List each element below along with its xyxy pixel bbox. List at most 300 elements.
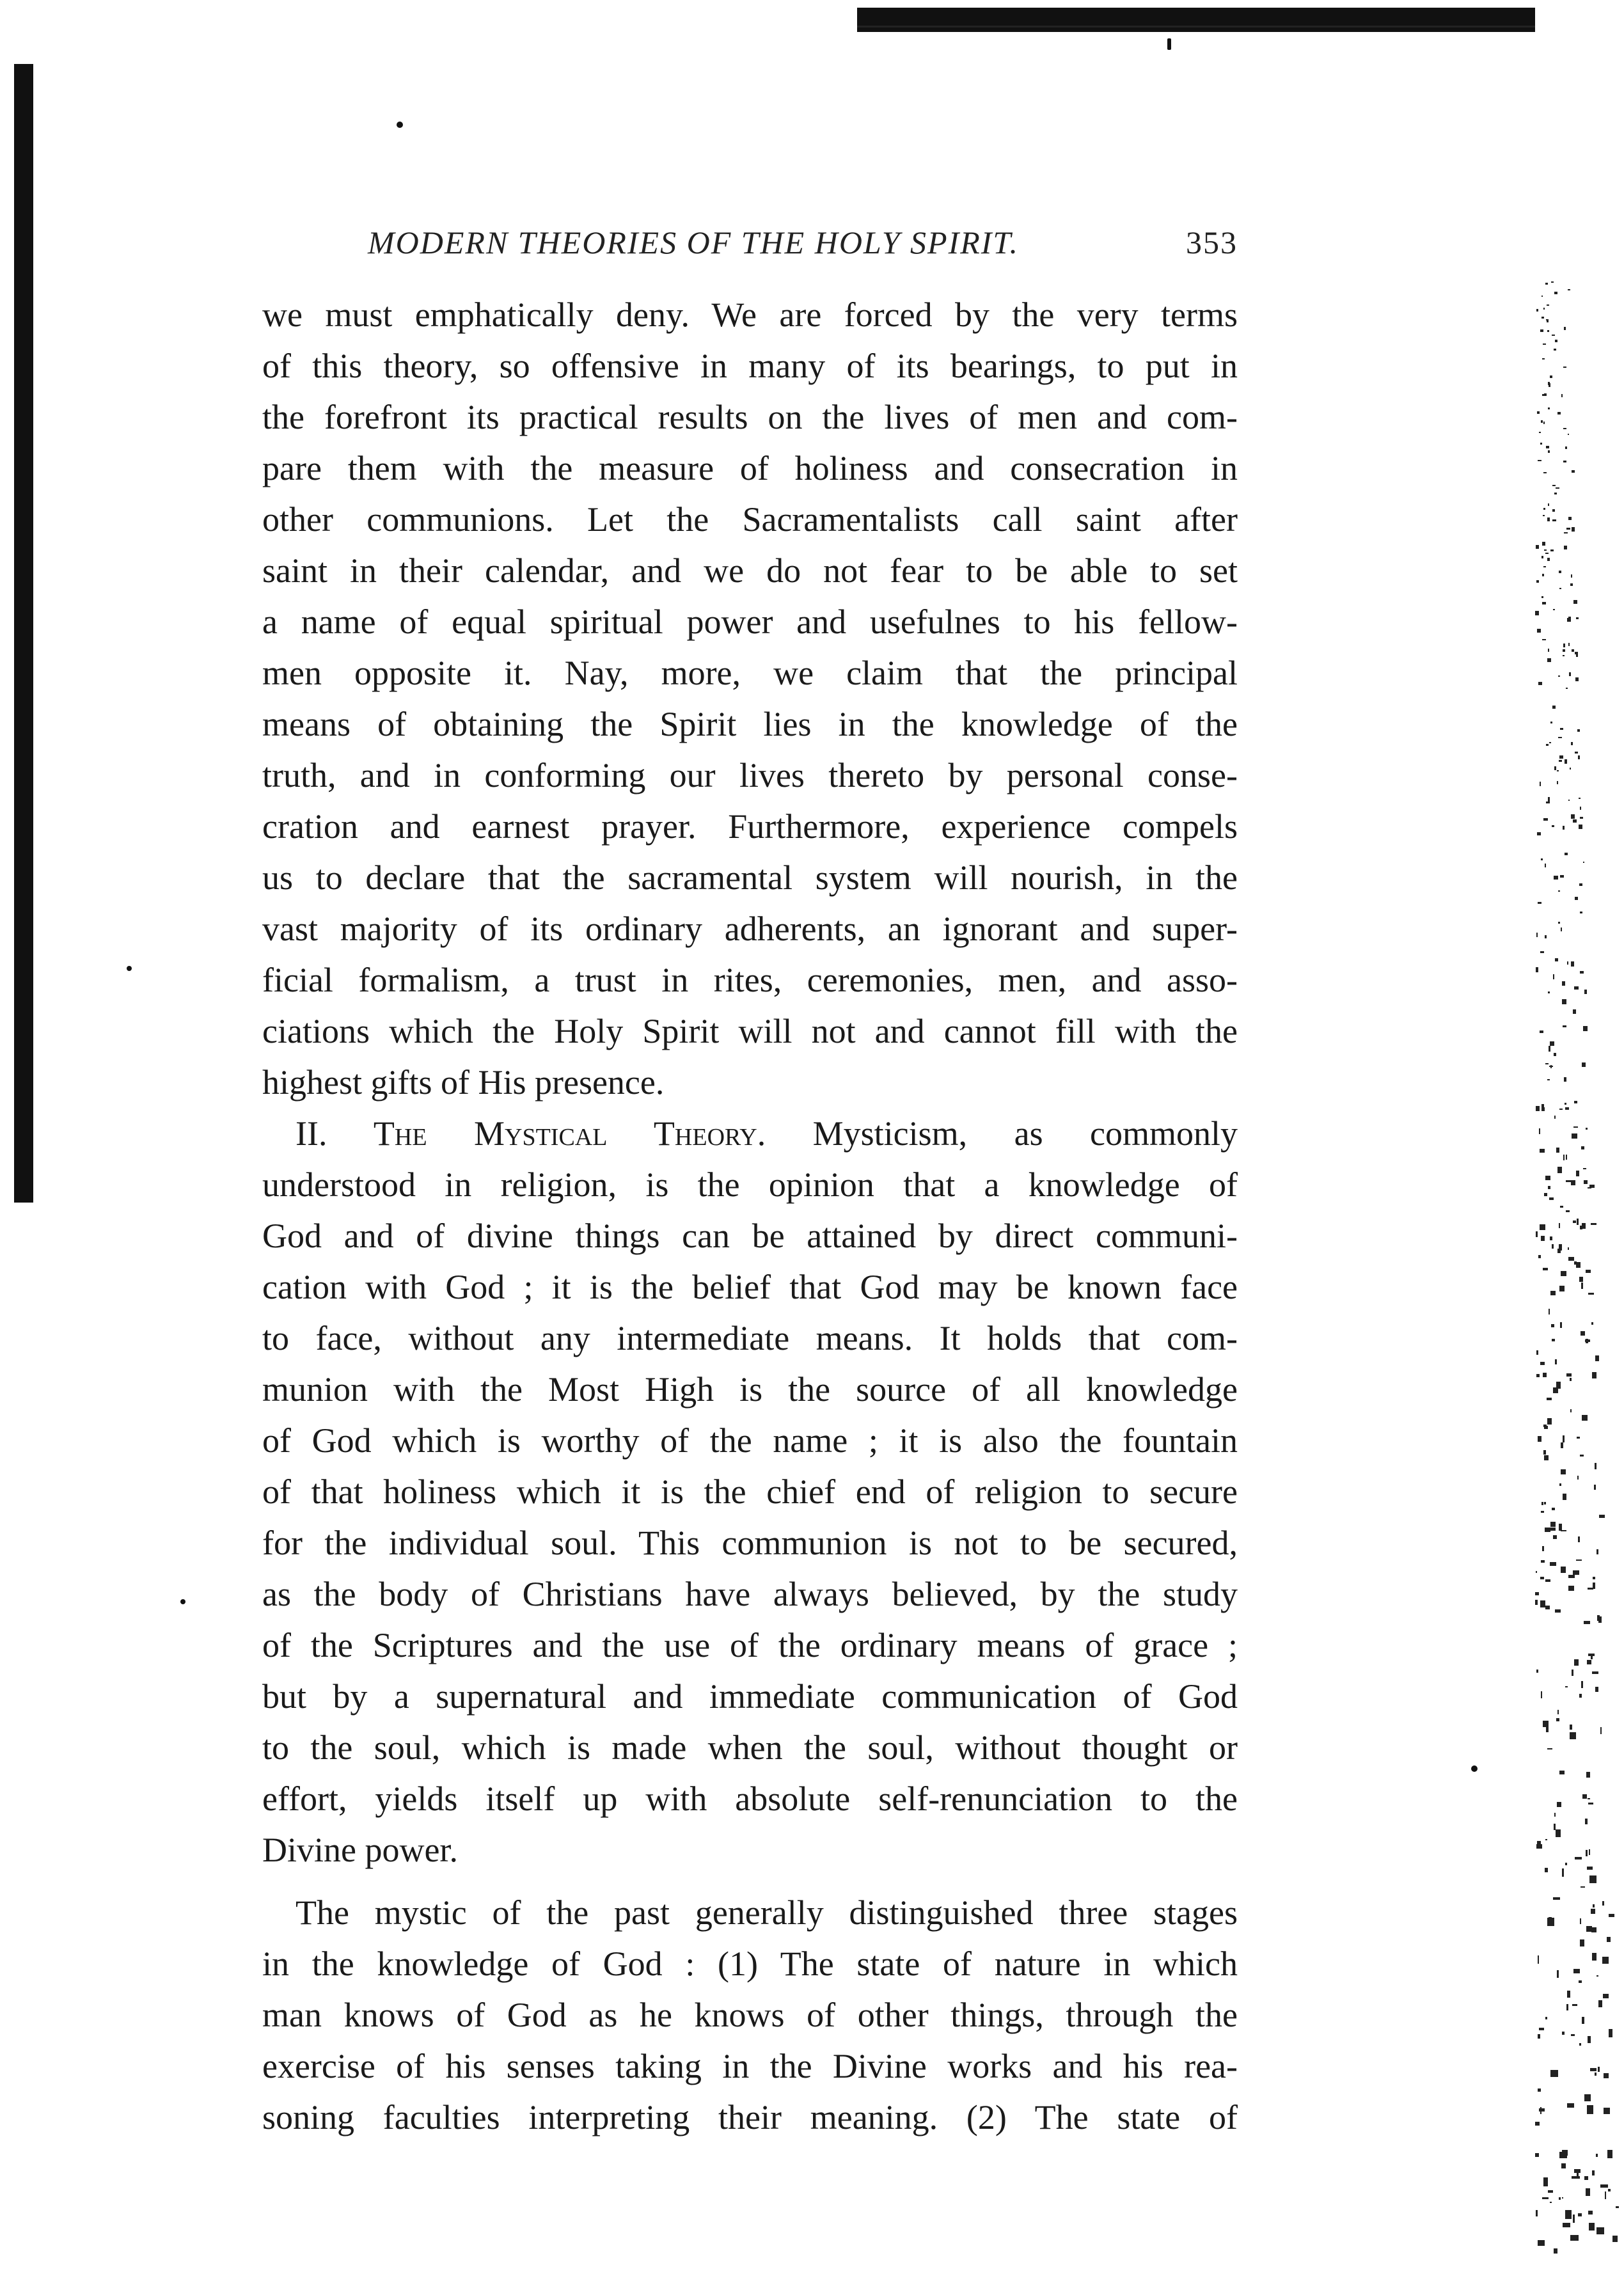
noise-speck <box>1539 1128 1541 1134</box>
page-body <box>262 289 1238 2143</box>
noise-speck <box>1583 1168 1586 1170</box>
noise-speck <box>1555 958 1558 961</box>
noise-speck <box>1562 999 1566 1004</box>
noise-speck <box>1536 580 1539 583</box>
noise-speck <box>1568 643 1570 645</box>
noise-speck <box>1575 897 1578 900</box>
noise-speck <box>1540 1030 1543 1033</box>
noise-speck <box>1547 320 1548 322</box>
noise-speck <box>1586 1128 1588 1130</box>
noise-speck <box>1549 1197 1554 1200</box>
noise-speck <box>1559 2197 1561 2200</box>
noise-speck <box>1547 304 1549 306</box>
noise-speck <box>1563 1435 1565 1442</box>
noise-speck <box>1605 2191 1606 2200</box>
noise-speck <box>1565 2210 1572 2219</box>
noise-speck <box>1586 1270 1591 1273</box>
noise-speck <box>1575 677 1579 681</box>
paragraph-2 <box>262 1159 1238 1875</box>
noise-speck <box>1567 961 1569 965</box>
noise-speck <box>1540 782 1541 786</box>
noise-speck <box>1581 1331 1585 1335</box>
noise-speck <box>1588 1187 1591 1189</box>
text-line: vast majority of its ordinary adherents, an ignorant and super- <box>262 910 1238 948</box>
noise-speck <box>1555 1359 1557 1365</box>
noise-speck <box>1544 1502 1545 1504</box>
noise-speck <box>1561 394 1563 397</box>
noise-speck <box>1582 2017 1584 2024</box>
text-line: saint in their calendar, and we do not fear to be able to set <box>262 551 1238 590</box>
text-line: to face, without any intermediate means. It holds that com- <box>262 1319 1238 1357</box>
noise-speck <box>1543 422 1545 424</box>
noise-speck <box>1577 1476 1579 1479</box>
text-line: highest gifts of His presence. <box>262 1063 665 1101</box>
noise-speck <box>1556 1718 1559 1721</box>
noise-speck <box>1561 1530 1566 1532</box>
noise-speck <box>1545 283 1548 285</box>
noise-speck <box>1571 742 1573 745</box>
noise-speck <box>1589 1849 1590 1855</box>
noise-speck <box>1549 1046 1551 1051</box>
noise-speck <box>1541 1560 1545 1563</box>
noise-speck <box>1536 1571 1537 1574</box>
noise-speck <box>1573 1220 1577 1222</box>
noise-speck <box>1551 281 1553 283</box>
noise-speck <box>1575 652 1578 654</box>
noise-speck <box>1543 2177 1548 2186</box>
noise-speck <box>1575 752 1577 754</box>
noise-speck <box>1586 1772 1589 1778</box>
noise-speck <box>1563 461 1566 462</box>
noise-speck <box>1596 2154 1598 2158</box>
noise-speck <box>1600 1727 1602 1734</box>
noise-speck <box>1609 1914 1614 1916</box>
noise-speck <box>1547 1418 1552 1425</box>
noise-speck <box>1541 858 1543 860</box>
noise-speck <box>1568 1247 1570 1250</box>
noise-speck <box>1579 2043 1581 2046</box>
noise-speck <box>1565 1103 1567 1105</box>
noise-speck <box>1563 367 1566 368</box>
noise-speck <box>1548 991 1550 993</box>
noise-speck <box>1586 1850 1588 1856</box>
scan-speck <box>127 966 132 971</box>
noise-speck <box>1552 519 1556 521</box>
noise-speck <box>1616 2206 1619 2208</box>
noise-speck <box>1595 1687 1598 1693</box>
text-line: truth, and in conforming our lives thereto by personal conse- <box>262 756 1238 794</box>
noise-speck <box>1602 1901 1604 1906</box>
noise-speck <box>1563 649 1565 652</box>
text-line: the forefront its practical results on the lives of men and com- <box>262 398 1238 436</box>
noise-speck <box>1536 1844 1542 1848</box>
noise-speck <box>1555 340 1557 342</box>
noise-speck <box>1577 729 1580 732</box>
noise-speck <box>1543 566 1546 568</box>
noise-speck <box>1592 1372 1596 1378</box>
noise-speck <box>1552 825 1554 827</box>
noise-speck <box>1559 755 1563 759</box>
noise-speck <box>1591 1223 1596 1225</box>
noise-speck <box>1563 644 1565 647</box>
noise-speck <box>1572 649 1574 652</box>
top-border-rule <box>857 8 1535 32</box>
noise-speck <box>1598 2000 1602 2007</box>
noise-speck <box>1589 2223 1595 2231</box>
noise-speck <box>1543 1373 1547 1377</box>
noise-speck <box>1579 883 1582 886</box>
text-line: cation with God ; it is the belief that God may be known face <box>262 1268 1238 1306</box>
noise-speck <box>1542 574 1544 576</box>
noise-speck <box>1566 1373 1572 1377</box>
noise-speck <box>1561 1567 1566 1572</box>
noise-speck <box>1579 1694 1582 1698</box>
noise-speck <box>1565 1863 1567 1865</box>
noise-speck <box>1563 428 1566 429</box>
noise-speck <box>1587 1867 1592 1870</box>
text-line: us to declare that the sacramental system will nourish, in the <box>262 858 1238 897</box>
noise-speck <box>1537 411 1539 414</box>
noise-speck <box>1550 1041 1554 1046</box>
noise-speck <box>1535 611 1539 615</box>
noise-speck <box>1559 1223 1560 1228</box>
noise-speck <box>1540 1149 1545 1153</box>
noise-speck <box>1598 2067 1600 2072</box>
noise-speck <box>1568 800 1570 801</box>
noise-speck <box>1572 2176 1580 2179</box>
noise-speck <box>1536 967 1538 972</box>
noise-speck <box>1550 2202 1552 2203</box>
noise-speck <box>1592 1671 1598 1675</box>
noise-speck <box>1585 1819 1588 1825</box>
noise-speck <box>1583 862 1584 863</box>
noise-speck <box>1592 1953 1597 1961</box>
noise-speck <box>1568 1257 1574 1261</box>
noise-speck <box>1570 1725 1572 1730</box>
text-line: of this theory, so offensive in many of its bearings, to put in <box>262 347 1238 385</box>
noise-speck <box>1587 2105 1593 2114</box>
noise-speck <box>1550 375 1552 378</box>
noise-speck <box>1560 1206 1563 1208</box>
noise-speck <box>1554 1824 1556 1830</box>
noise-speck <box>1576 1262 1581 1268</box>
paragraph-1 <box>262 289 1238 1108</box>
noise-speck <box>1593 1904 1594 1907</box>
noise-speck <box>1561 928 1562 931</box>
noise-speck <box>1547 1918 1554 1926</box>
noise-speck <box>1545 864 1546 867</box>
noise-speck <box>1557 412 1561 415</box>
noise-speck <box>1566 688 1568 689</box>
text-line: of the Scriptures and the use of the ordinary means of grace ; <box>262 1626 1238 1664</box>
noise-speck <box>1588 1803 1593 1804</box>
running-header <box>368 224 1238 275</box>
noise-speck <box>1542 394 1544 396</box>
noise-speck <box>1545 1868 1548 1872</box>
noise-speck <box>1540 329 1543 332</box>
noise-speck <box>1537 629 1541 633</box>
noise-speck <box>1553 609 1555 610</box>
top-border-rule-thin <box>857 26 1535 28</box>
noise-speck <box>1566 2004 1568 2011</box>
noise-speck <box>1607 1937 1611 1942</box>
noise-speck <box>1578 755 1580 759</box>
noise-speck <box>1538 460 1541 461</box>
noise-speck <box>1559 571 1561 573</box>
noise-speck <box>1539 2028 1545 2030</box>
noise-speck <box>1552 509 1555 512</box>
noise-speck <box>1541 1502 1543 1505</box>
noise-speck <box>1558 922 1560 923</box>
noise-speck <box>1554 766 1556 770</box>
noise-speck <box>1543 515 1545 516</box>
noise-speck <box>1571 2034 1575 2036</box>
noise-speck <box>1572 470 1575 473</box>
noise-speck <box>1541 1511 1544 1513</box>
noise-speck <box>1541 1104 1544 1108</box>
noise-speck <box>1580 1918 1581 1924</box>
noise-speck <box>1567 618 1570 621</box>
noise-speck <box>1550 2070 1558 2077</box>
noise-speck <box>1552 1339 1555 1341</box>
noise-speck <box>1547 1079 1550 1080</box>
noise-speck <box>1583 1026 1588 1031</box>
noise-speck <box>1548 407 1550 409</box>
noise-speck <box>1586 2188 1590 2195</box>
noise-speck <box>1552 706 1556 709</box>
noise-speck <box>1584 2176 1588 2180</box>
noise-speck <box>1540 1224 1545 1230</box>
noise-speck <box>1562 2032 1565 2035</box>
noise-speck <box>1591 1322 1593 1325</box>
noise-speck <box>1535 2122 1539 2126</box>
noise-speck <box>1595 1355 1600 1361</box>
noise-speck <box>1548 450 1550 454</box>
noise-speck <box>1580 1279 1582 1282</box>
noise-speck <box>1550 1528 1556 1531</box>
noise-speck <box>1566 1210 1570 1212</box>
scan-speck <box>1167 38 1171 50</box>
noise-speck <box>1550 1236 1553 1240</box>
noise-speck <box>1536 1231 1538 1236</box>
noise-speck <box>1588 1293 1594 1294</box>
noise-speck <box>1547 558 1550 561</box>
noise-speck <box>1543 308 1545 310</box>
noise-speck <box>1580 1939 1584 1946</box>
section-heading-rest: Mysticism, as commonly <box>812 1114 1238 1153</box>
noise-speck <box>1554 876 1558 880</box>
text-line: of God which is worthy of the name ; it is also the fountain <box>262 1421 1238 1460</box>
noise-speck <box>1557 1249 1561 1253</box>
text-line: for the individual soul. This communion is not to be secured, <box>262 1524 1238 1562</box>
noise-speck <box>1564 546 1566 549</box>
noise-speck <box>1570 583 1573 586</box>
noise-speck <box>1572 1133 1577 1139</box>
noise-speck <box>1536 545 1539 549</box>
noise-speck <box>1545 2017 1547 2019</box>
noise-speck <box>1584 990 1587 994</box>
noise-speck <box>1557 1802 1561 1806</box>
text-line: to the soul, which is made when the soul, without thought or <box>262 1728 1238 1767</box>
noise-speck <box>1552 1244 1553 1249</box>
noise-speck <box>1577 1219 1579 1225</box>
noise-speck <box>1545 553 1549 555</box>
noise-speck <box>1592 2170 1595 2175</box>
noise-speck <box>1542 358 1545 359</box>
noise-speck <box>1562 1868 1565 1877</box>
noise-speck <box>1550 1291 1556 1296</box>
noise-speck <box>1563 1155 1565 1160</box>
noise-speck <box>1572 2004 1577 2006</box>
noise-speck <box>1562 2197 1563 2199</box>
noise-speck <box>1555 1609 1561 1613</box>
noise-speck <box>1554 493 1557 494</box>
noise-speck <box>1571 961 1574 966</box>
noise-speck <box>1545 1579 1550 1582</box>
noise-speck <box>1538 902 1541 904</box>
noise-speck <box>1544 393 1547 396</box>
noise-speck <box>1547 1748 1552 1749</box>
noise-speck <box>1545 1063 1549 1064</box>
text-line: ficial formalism, a trust in rites, ceremonies, men, and asso- <box>262 961 1238 999</box>
noise-speck <box>1556 1829 1561 1837</box>
noise-speck <box>1557 1970 1559 1978</box>
running-title: MODERN THEORIES OF THE HOLY SPIRIT. <box>368 225 1020 260</box>
noise-speck <box>1565 446 1567 449</box>
noise-speck <box>1582 1415 1588 1420</box>
noise-speck <box>1566 1155 1567 1160</box>
noise-speck <box>1560 875 1564 878</box>
noise-speck <box>1542 2197 1549 2199</box>
noise-speck <box>1586 1339 1588 1343</box>
noise-speck <box>1542 542 1545 546</box>
noise-speck <box>1568 1588 1573 1591</box>
noise-speck <box>1562 981 1565 986</box>
text-line: cration and earnest prayer. Furthermore, experience compels <box>262 807 1238 846</box>
noise-speck <box>1609 2029 1612 2037</box>
noise-speck <box>1551 1324 1555 1327</box>
text-line: in the knowledge of God : (1) The state of nature in which <box>262 1945 1238 1983</box>
text-line: understood in religion, is the opinion that a knowledge of <box>262 1165 1238 1204</box>
noise-speck <box>1552 485 1556 486</box>
noise-speck <box>1556 1382 1561 1388</box>
noise-speck <box>1540 1577 1544 1579</box>
text-line: effort, yields itself up with absolute self-renunciation to the <box>262 1780 1238 1818</box>
noise-speck <box>1573 1009 1576 1014</box>
noise-speck <box>1535 1592 1539 1596</box>
text-line: ciations which the Holy Spirit will not and cannot fill with the <box>262 1012 1238 1050</box>
noise-speck <box>1541 1236 1544 1241</box>
noise-speck <box>1563 1494 1566 1500</box>
noise-speck <box>1559 1109 1562 1110</box>
noise-speck <box>1568 1575 1574 1578</box>
noise-speck <box>1604 2073 1609 2078</box>
noise-speck <box>1548 503 1549 506</box>
noise-speck <box>1557 1167 1562 1173</box>
noise-speck <box>1578 2213 1582 2216</box>
noise-speck <box>1538 682 1542 685</box>
noise-speck <box>1553 1535 1557 1540</box>
noise-speck <box>1545 1176 1550 1180</box>
noise-speck <box>1571 1180 1575 1186</box>
text-line: we must emphatically deny. We are forced by the very terms <box>262 296 1238 334</box>
noise-speck <box>1535 1600 1538 1605</box>
noise-speck <box>1588 2211 1593 2215</box>
text-line: means of obtaining the Spirit lies in the knowledge of the <box>262 705 1238 743</box>
noise-speck <box>1603 1994 1609 1998</box>
noise-speck <box>1577 1437 1581 1439</box>
noise-speck <box>1594 1485 1596 1490</box>
noise-speck <box>1561 1271 1566 1276</box>
noise-speck <box>1575 1857 1581 1860</box>
noise-speck <box>1571 574 1572 578</box>
noise-speck <box>1544 1455 1549 1460</box>
noise-speck <box>1538 2240 1545 2246</box>
noise-speck <box>1538 1955 1539 1964</box>
noise-speck <box>1578 1536 1581 1542</box>
noise-speck <box>1593 1577 1595 1579</box>
noise-speck <box>1586 1926 1591 1932</box>
noise-speck <box>1541 296 1543 297</box>
noise-speck <box>1561 1442 1563 1448</box>
noise-speck <box>1554 292 1557 294</box>
noise-speck <box>1536 2210 1538 2216</box>
noise-speck <box>1598 1616 1602 1623</box>
noise-speck <box>1564 1077 1566 1082</box>
noise-speck <box>1564 327 1566 329</box>
noise-speck <box>1570 2235 1578 2241</box>
noise-speck <box>1541 596 1543 598</box>
paragraph-gap <box>262 1875 1238 1887</box>
noise-speck <box>1561 1469 1566 1474</box>
noise-speck <box>1549 742 1551 743</box>
noise-speck <box>1573 819 1577 823</box>
noise-speck <box>1536 933 1538 937</box>
noise-speck <box>1548 649 1549 652</box>
noise-speck <box>1559 588 1561 589</box>
noise-speck <box>1566 528 1570 530</box>
noise-speck <box>1567 2103 1574 2108</box>
noise-speck <box>1573 1969 1580 1973</box>
noise-speck <box>1570 768 1572 769</box>
noise-speck <box>1600 2184 1608 2188</box>
left-scan-edge <box>14 64 33 1203</box>
noise-speck <box>1548 382 1550 385</box>
noise-speck <box>1599 1515 1605 1519</box>
noise-speck <box>1550 1562 1556 1566</box>
noise-speck <box>1537 832 1541 835</box>
noise-speck <box>1596 2227 1604 2234</box>
noise-speck <box>1580 807 1581 809</box>
text-line: man knows of God as he knows of other things, through the <box>262 1996 1238 2034</box>
noise-speck <box>1548 1186 1550 1189</box>
noise-speck <box>1561 2163 1566 2168</box>
noise-speck <box>1587 1660 1591 1664</box>
noise-speck <box>1568 517 1572 520</box>
noise-speck <box>1554 349 1556 350</box>
noise-speck <box>1563 2223 1570 2227</box>
noise-speck <box>1588 1654 1594 1657</box>
noise-speck <box>1536 1374 1539 1377</box>
noise-speck <box>1582 1062 1586 1067</box>
text-line: other communions. Let the Sacramentalists call saint after <box>262 500 1238 539</box>
noise-speck <box>1590 2068 1596 2071</box>
noise-speck <box>1565 853 1568 856</box>
noise-speck <box>1581 1886 1585 1888</box>
text-line: Divine power. <box>262 1831 458 1869</box>
noise-speck <box>1554 1116 1556 1119</box>
noise-speck <box>1581 1283 1583 1288</box>
